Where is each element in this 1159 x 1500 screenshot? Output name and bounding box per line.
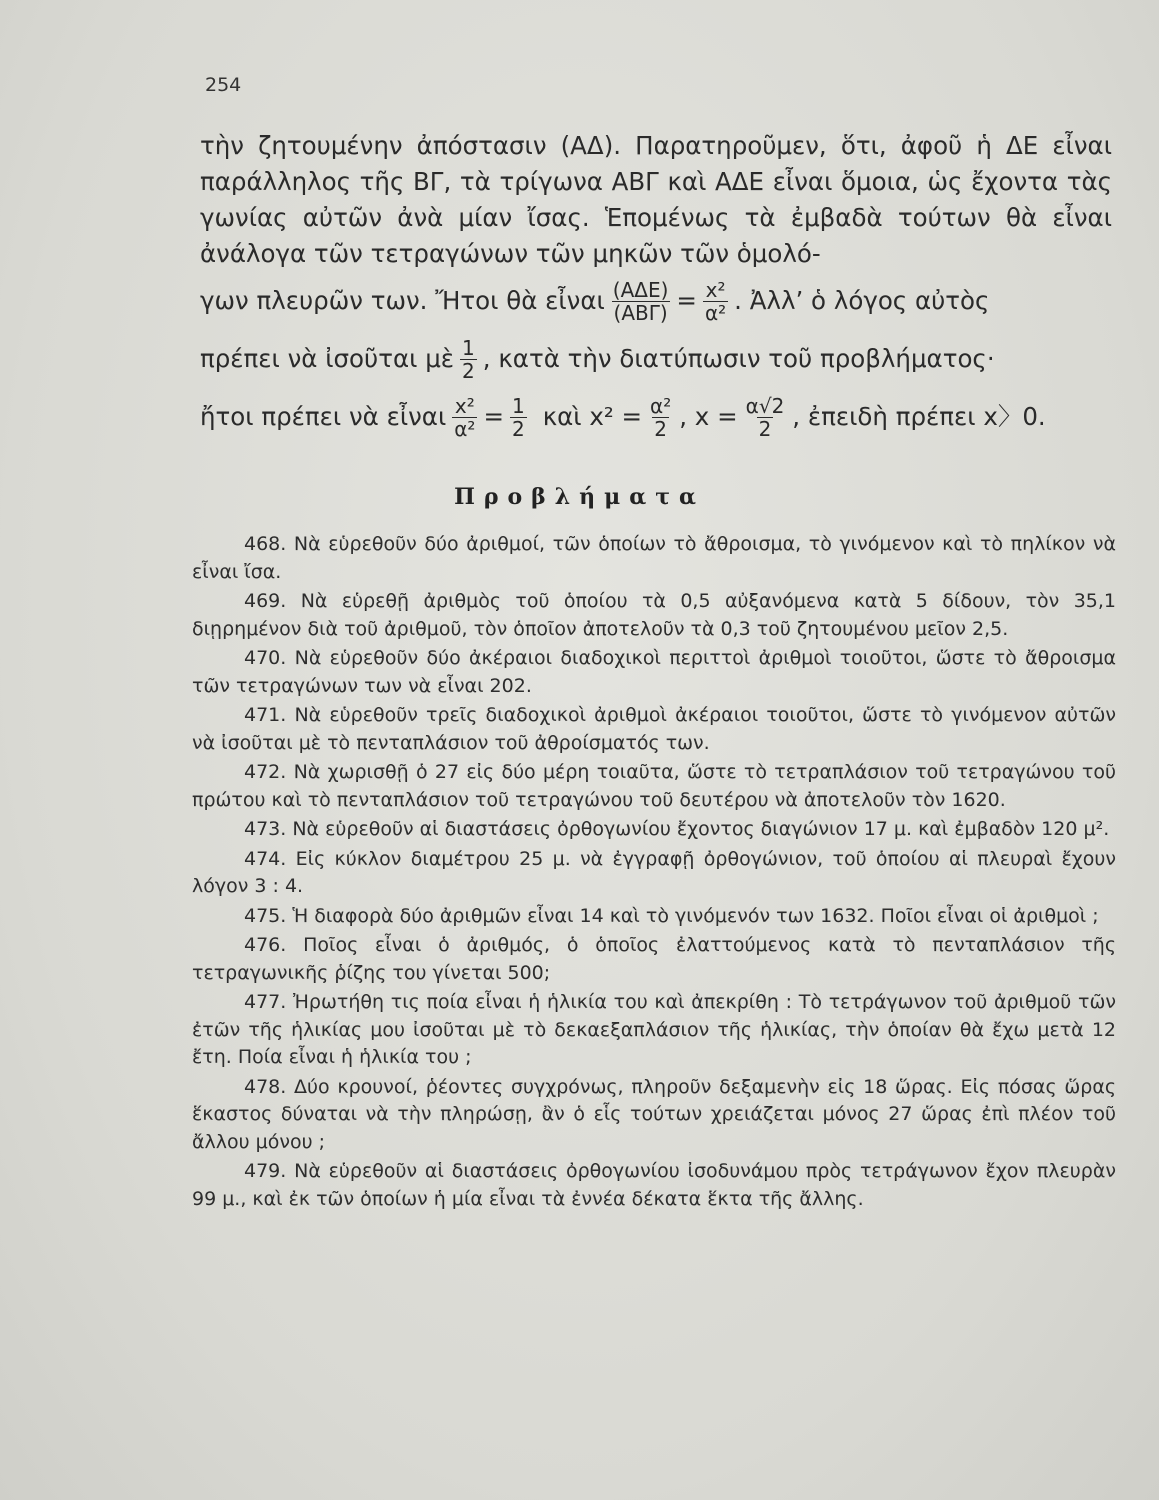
problem-476: 476. Ποῖος εἶναι ὁ ἀριθμός, ὁ ὁποῖος ἐλαττούμενος κατὰ τὸ πενταπλάσιον τῆς τετραγωνικῆς ῥίζης του γίνεται 500; <box>192 934 1116 984</box>
problem-475: 475. Ἡ διαφορὰ δύο ἀριθμῶν εἶναι 14 καὶ τὸ γινόμενόν των 1632. Ποῖοι εἶναι οἱ ἀριθμοὶ ; <box>244 904 1099 927</box>
problem-479: 479. Νὰ εὑρεθοῦν αἱ διαστάσεις ὀρθογωνίου ἰσοδυνάμου πρὸς τετράγωνον ἔχον πλευρὰν 99 μ., καὶ ἐκ τῶν ὁποίων ἡ μία εἶναι τὰ ἐννέα δέκατα ἕκτα τῆς ἄλλης. <box>192 1160 1116 1210</box>
problem-477: 477. Ἠρωτήθη τις ποία εἶναι ἡ ἡλικία του καὶ ἀπεκρίθη : Τὸ τετράγωνον τοῦ ἀριθμοῦ τῶν ἐτῶν τῆς ἡλικίας μου ἰσοῦται μὲ τὸ δεκαεξαπλάσιον τῆς ἡλικίας, τὴν ὁποίαν θὰ ἔχω μετὰ 12 ἔτη. Ποία εἶναι ἡ ἡλικία του ; <box>192 991 1116 1068</box>
equals-sign: = <box>676 286 697 315</box>
fraction-denominator: α² <box>454 416 476 441</box>
equals-sign: = <box>483 402 504 431</box>
text-segment: . Ἀλλ’ ὁ λόγος αὐτὸς <box>734 286 990 315</box>
problem-474: 474. Εἰς κύκλον διαμέτρου 25 μ. νὰ ἐγγραφῇ ὀρθογώνιον, τοῦ ὁποίου αἱ πλευραὶ ἔχουν λόγον 3 : 4. <box>192 847 1116 897</box>
fraction-numerator: x² <box>705 277 726 302</box>
fraction-numerator: α² <box>650 393 672 418</box>
text-segment: ἤτοι πρέπει νὰ εἶναι <box>200 402 447 431</box>
fraction-numerator: 1 <box>511 393 525 418</box>
problems-list <box>192 531 1116 1215</box>
text-segment: , x = <box>679 402 738 431</box>
problem-468: 468. Νὰ εὑρεθοῦν δύο ἀριθμοί, τῶν ὁποίων τὸ ἄθροισμα, τὸ γινόμενον καὶ τὸ πηλίκον νὰ εἶναι ἴσα. <box>192 533 1116 583</box>
fraction-a2-over-2 <box>648 395 673 440</box>
fraction-a-root2-over-2 <box>744 395 787 440</box>
fraction-denominator: (ΑΒΓ) <box>613 300 668 325</box>
equation-line-ratio <box>200 272 1112 330</box>
equation-line-half <box>200 330 1112 388</box>
fraction-denominator: 2 <box>462 358 475 383</box>
fraction-ade-abg <box>611 279 671 324</box>
text-segment: γων πλευρῶν των. Ἤτοι θὰ εἶναι <box>200 286 605 315</box>
section-heading: Προβλήματα <box>454 484 705 510</box>
text-segment: καὶ x² = <box>542 402 643 431</box>
text-segment: πρέπει νὰ ἰσοῦται μὲ <box>200 344 455 373</box>
fraction-x2-a2 <box>452 395 477 440</box>
page-number: 254 <box>205 74 242 96</box>
fraction-one-half <box>460 337 477 382</box>
problem-472: 472. Νὰ χωρισθῇ ὁ 27 εἰς δύο μέρη τοιαῦτα, ὥστε τὸ τετραπλάσιον τοῦ τετραγώνου τοῦ πρώτου καὶ τὸ πενταπλάσιον τοῦ τετραγώνου τοῦ δευτέρου νὰ ἀποτελοῦν τὸν 1620. <box>192 761 1116 811</box>
fraction-denominator: 2 <box>758 416 772 441</box>
problem-478: 478. Δύο κρουνοί, ῥέοντες συγχρόνως, πληροῦν δεξαμενὴν εἰς 18 ὥρας. Εἰς πόσας ὥρας ἕκαστος δύναται νὰ τὴν πληρώσῃ, ἂν ὁ εἷς τούτων χρειάζεται μόνος 27 ὥρας ἐπὶ πλέον τοῦ ἄλλου μόνου ; <box>192 1075 1116 1153</box>
text-segment: , κατὰ τὴν διατύπωσιν τοῦ προβλήματος· <box>482 344 995 373</box>
fraction-one-half <box>510 395 527 440</box>
intro-paragraph: τὴν ζητουμένην ἀπόστασιν (ΑΔ). Παρατηροῦμεν, ὅτι, ἀφοῦ ἡ ΔΕ εἶναι παράλληλος τῆς ΒΓ, τὰ τρίγωνα ΑΒΓ καὶ ΑΔΕ εἶναι ὅμοια, ὡς ἔχοντα τὰς γωνίας αὐτῶν ἀνὰ μίαν ἴσας. Ἑπομένως τὰ ἐμβαδὰ τούτων θὰ εἶναι ἀνάλογα τῶν τετραγώνων τῶν μηκῶν τῶν ὁμολό- <box>200 131 1112 268</box>
fraction-denominator: 2 <box>511 416 525 441</box>
problem-473: 473. Νὰ εὑρεθοῦν αἱ διαστάσεις ὀρθογωνίου ἔχοντος διαγώνιον 17 μ. καὶ ἐμβαδὸν 120 μ². <box>244 818 1110 840</box>
fraction-numerator: (ΑΔΕ) <box>612 277 669 302</box>
fraction-numerator: x² <box>454 393 475 418</box>
fraction-denominator: 2 <box>654 416 667 441</box>
problem-470: 470. Νὰ εὑρεθοῦν δύο ἀκέραιοι διαδοχικοὶ περιττοὶ ἀριθμοὶ τοιοῦτοι, ὥστε τὸ ἄθροισμα τῶν τετραγώνων των νὰ εἶναι 202. <box>192 647 1116 697</box>
fraction-numerator: 1 <box>462 335 475 360</box>
fraction-denominator: α² <box>704 300 727 325</box>
intro-text <box>200 128 1112 446</box>
problem-471: 471. Νὰ εὑρεθοῦν τρεῖς διαδοχικοὶ ἀριθμοὶ ἀκέραιοι τοιοῦτοι, ὥστε τὸ γινόμενον αὐτῶν νὰ ἰσοῦται μὲ τὸ πενταπλάσιον τοῦ ἀθροίσματός των. <box>192 704 1116 754</box>
fraction-numerator: α√2 <box>745 393 785 418</box>
equation-line-solution <box>200 388 1112 446</box>
text-segment: , ἐπειδὴ πρέπει x〉0. <box>792 402 1046 431</box>
problem-469: 469. Νὰ εὑρεθῇ ἀριθμὸς τοῦ ὁποίου τὰ 0,5 αὐξανόμενα κατὰ 5 δίδουν, τὸν 35,1 διῃρημένον διὰ τοῦ ἀριθμοῦ, τὸν ὁποῖον ἀποτελοῦν τὰ 0,3 τοῦ ζητουμένου μεῖον 2,5. <box>192 590 1116 640</box>
fraction-x2-a2 <box>703 279 728 324</box>
